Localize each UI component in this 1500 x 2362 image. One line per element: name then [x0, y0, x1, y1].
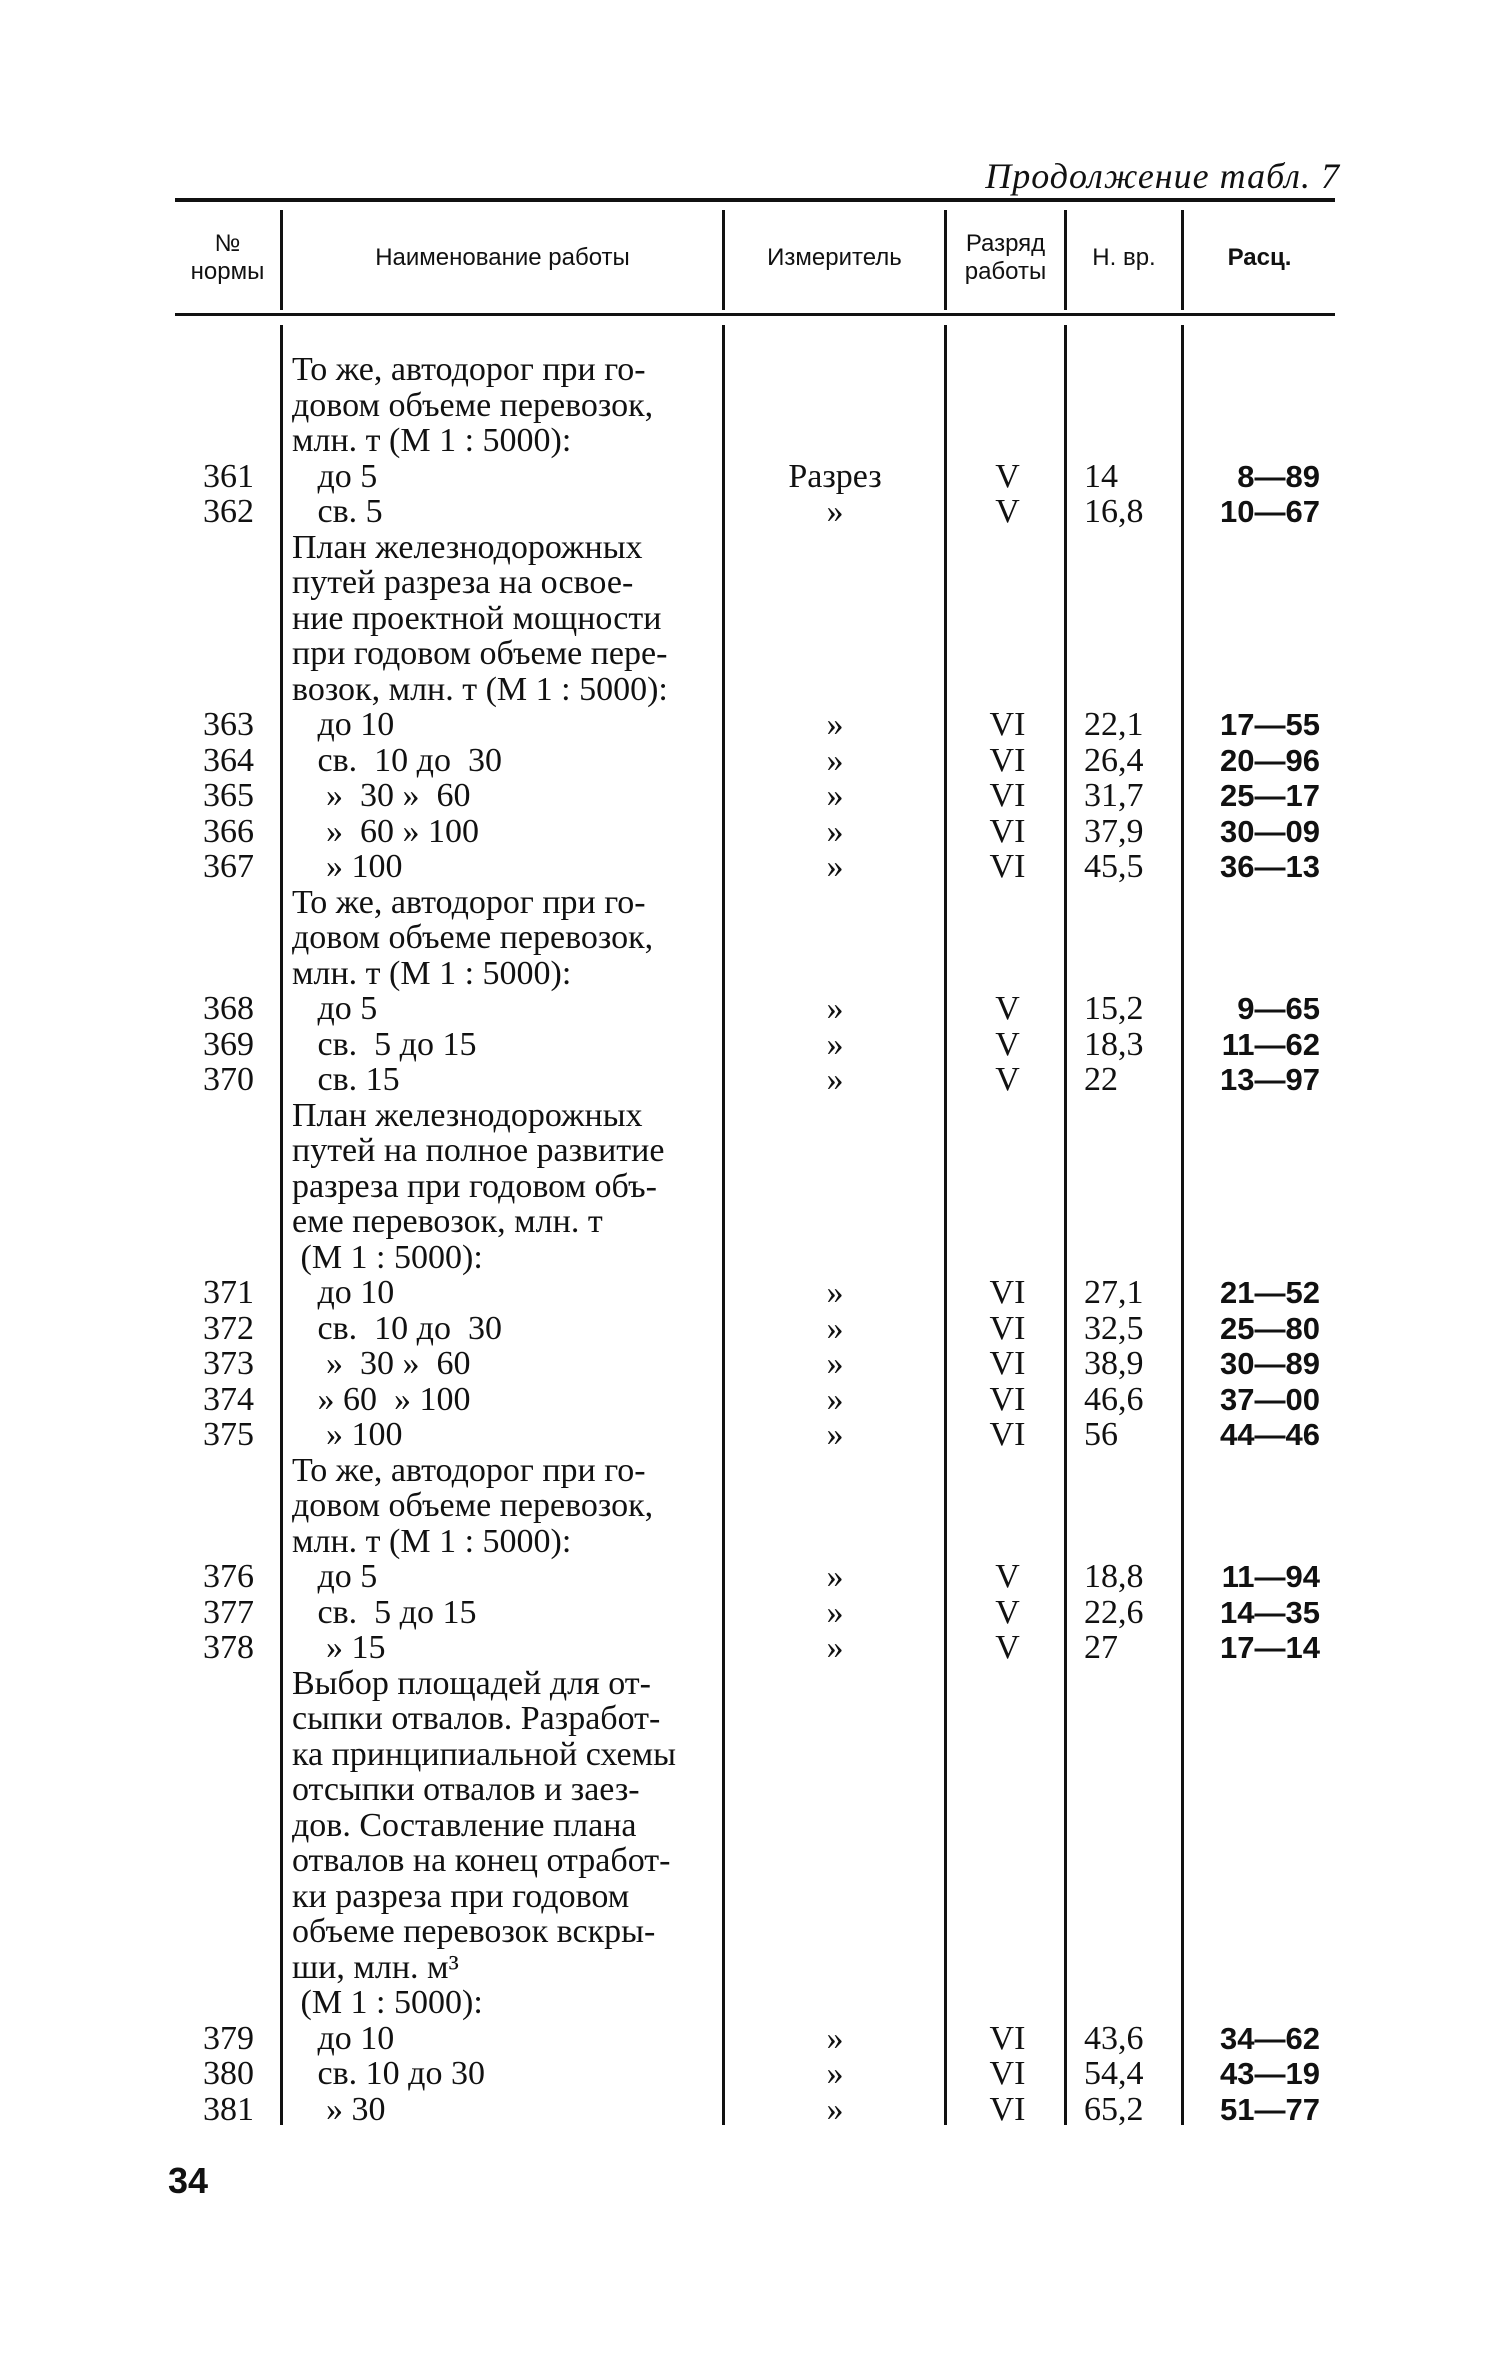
work-name: То же, автодорог при го-: [292, 1451, 646, 1489]
table-row: [0, 423, 1500, 459]
work-name: еме перевозок, млн. т: [292, 1203, 603, 1240]
rate-value: 25—80: [1220, 1310, 1320, 1346]
work-name: св. 5 до 15: [292, 1025, 477, 1063]
unit-measure: Разрез: [788, 457, 882, 495]
table-row: [0, 1453, 1500, 1489]
work-grade: V: [995, 493, 1020, 530]
norm-number: 371: [203, 1274, 254, 1311]
norm-number: 366: [203, 812, 254, 850]
work-grade: V: [995, 457, 1020, 495]
rate-value: 44—46: [1220, 1417, 1320, 1452]
norm-number: 361: [203, 457, 254, 495]
time-norm: 45,5: [1084, 848, 1144, 885]
unit-measure: »: [826, 706, 844, 743]
norm-number: 363: [203, 706, 254, 743]
norm-number: 375: [203, 1416, 254, 1453]
table-row: [0, 1098, 1500, 1134]
unit-measure: »: [826, 1629, 844, 1666]
work-name: св. 5: [292, 493, 383, 530]
unit-measure: »: [826, 2019, 844, 2057]
table-row: [0, 459, 1500, 495]
rate-value: 17—14: [1220, 1630, 1320, 1665]
table-row: [0, 1240, 1500, 1276]
table-row: [0, 1595, 1500, 1631]
table-row: [0, 1559, 1500, 1595]
work-name: до 10: [292, 706, 395, 743]
table-row: [0, 1879, 1500, 1915]
unit-measure: »: [826, 493, 844, 530]
table-row: [0, 1914, 1500, 1950]
rate-value: 34—62: [1220, 2020, 1320, 2056]
table-row: [0, 1772, 1500, 1808]
time-norm: 16,8: [1084, 493, 1144, 530]
unit-measure: »: [826, 1345, 844, 1382]
table-row: [0, 1843, 1500, 1879]
work-grade: V: [995, 1061, 1020, 1098]
unit-measure: »: [826, 1274, 844, 1311]
work-name: св. 10 до 30: [292, 741, 502, 779]
norm-number: 364: [203, 741, 254, 779]
time-norm: 27,1: [1084, 1274, 1144, 1311]
header-rule: [175, 313, 1335, 316]
table-row: [0, 565, 1500, 601]
norm-number: 373: [203, 1345, 254, 1382]
work-name: св. 10 до 30: [292, 1309, 502, 1347]
rate-value: 25—17: [1220, 778, 1320, 813]
table-row: [0, 1985, 1500, 2021]
norm-number: 370: [203, 1061, 254, 1098]
unit-measure: »: [826, 1380, 844, 1418]
work-name: св. 5 до 15: [292, 1593, 477, 1631]
work-grade: VI: [989, 2055, 1026, 2092]
work-grade: VI: [989, 1380, 1026, 1418]
table-row: [0, 1204, 1500, 1240]
table-row: [0, 1488, 1500, 1524]
rate-value: 17—55: [1220, 707, 1320, 742]
work-grade: V: [995, 1593, 1020, 1631]
rate-value: 11—62: [1221, 1026, 1320, 1062]
table-row: [0, 707, 1500, 743]
time-norm: 15,2: [1084, 990, 1144, 1027]
norm-number: 377: [203, 1593, 254, 1631]
time-norm: 56: [1084, 1416, 1118, 1453]
page-number: 34: [168, 2160, 209, 2201]
time-norm: 18,3: [1084, 1025, 1144, 1063]
table-row: [0, 1630, 1500, 1666]
work-name: млн. т (М 1 : 5000):: [292, 954, 572, 992]
unit-measure: »: [826, 1558, 844, 1595]
rate-value: 9—65: [1237, 991, 1320, 1026]
time-norm: 38,9: [1084, 1345, 1144, 1382]
work-name: до 5: [292, 457, 378, 495]
norm-number: 376: [203, 1558, 254, 1595]
work-grade: VI: [989, 812, 1026, 850]
unit-measure: »: [826, 777, 844, 814]
work-name: до 10: [292, 2019, 395, 2057]
unit-measure: »: [826, 812, 844, 850]
time-norm: 46,6: [1084, 1380, 1144, 1418]
table-row: [0, 814, 1500, 850]
table-row: [0, 849, 1500, 885]
work-name: довом объеме перевозок,: [292, 919, 654, 956]
work-name: отвалов на конец отработ-: [292, 1842, 671, 1879]
work-name: » 30 » 60: [292, 1345, 471, 1382]
table-row: [0, 1133, 1500, 1169]
work-name: (М 1 : 5000):: [292, 1238, 483, 1276]
work-name: ка принципиальной схемы: [292, 1735, 676, 1773]
work-grade: V: [995, 990, 1020, 1027]
unit-measure: »: [826, 1309, 844, 1347]
time-norm: 22,1: [1084, 706, 1144, 743]
rate-value: 13—97: [1220, 1062, 1320, 1097]
header-name: Наименование работы: [375, 243, 630, 271]
table-row: [0, 1311, 1500, 1347]
work-name: разреза при годовом объ-: [292, 1167, 657, 1205]
table-row: [0, 2056, 1500, 2092]
work-name: до 5: [292, 990, 378, 1027]
time-norm: 32,5: [1084, 1309, 1144, 1347]
work-name: довом объеме перевозок,: [292, 386, 654, 424]
rate-value: 43—19: [1220, 2056, 1320, 2091]
work-grade: VI: [989, 1309, 1026, 1347]
norm-number: 372: [203, 1309, 254, 1347]
norm-number: 380: [203, 2055, 254, 2092]
rate-value: 30—09: [1220, 813, 1320, 849]
table-row: [0, 1169, 1500, 1205]
work-name: при годовом объеме пере-: [292, 635, 668, 672]
norm-number: 365: [203, 777, 254, 814]
work-name: То же, автодорог при го-: [292, 351, 646, 388]
table-row: [0, 991, 1500, 1027]
time-norm: 26,4: [1084, 741, 1144, 779]
time-norm: 37,9: [1084, 812, 1144, 850]
work-name: То же, автодорог при го-: [292, 883, 646, 921]
table-row: [0, 1666, 1500, 1702]
norm-number: 374: [203, 1380, 254, 1418]
work-name: довом объеме перевозок,: [292, 1487, 654, 1524]
work-name: до 5: [292, 1558, 378, 1595]
table-row: [0, 672, 1500, 708]
unit-measure: »: [826, 2055, 844, 2092]
work-name: (М 1 : 5000):: [292, 1984, 483, 2021]
work-grade: VI: [989, 706, 1026, 743]
work-name: дов. Составление плана: [292, 1806, 637, 1844]
table-row: [0, 778, 1500, 814]
unit-measure: »: [826, 741, 844, 779]
norm-number: 367: [203, 848, 254, 885]
table-row: [0, 2092, 1500, 2128]
unit-measure: »: [826, 1025, 844, 1063]
rate-value: 20—96: [1220, 742, 1320, 778]
work-grade: VI: [989, 2090, 1026, 2128]
work-name: ши, млн. м³: [292, 1948, 459, 1986]
time-norm: 22: [1084, 1061, 1118, 1098]
work-name: ки разреза при годовом: [292, 1877, 630, 1915]
norm-number: 378: [203, 1629, 254, 1666]
rate-value: 51—77: [1220, 2091, 1320, 2127]
work-name: сыпки отвалов. Разработ-: [292, 1700, 661, 1737]
work-name: » 30 » 60: [292, 777, 471, 814]
table-row: [0, 1808, 1500, 1844]
time-norm: 18,8: [1084, 1558, 1144, 1595]
work-name: возок, млн. т (М 1 : 5000):: [292, 670, 668, 708]
work-grade: VI: [989, 1416, 1026, 1453]
unit-measure: »: [826, 2090, 844, 2128]
work-grade: VI: [989, 777, 1026, 814]
header-grade: Разряд работы: [964, 229, 1047, 285]
rate-value: 21—52: [1220, 1275, 1320, 1310]
norm-number: 368: [203, 990, 254, 1027]
unit-measure: »: [826, 1593, 844, 1631]
work-name: св. 15: [292, 1061, 400, 1098]
work-name: млн. т (М 1 : 5000):: [292, 422, 572, 459]
table-row: [0, 1701, 1500, 1737]
time-norm: 27: [1084, 1629, 1118, 1666]
table-row: [0, 601, 1500, 637]
table-row: [0, 885, 1500, 921]
work-name: объеме перевозок вскры-: [292, 1913, 656, 1950]
rate-value: 10—67: [1220, 494, 1320, 529]
work-grade: V: [995, 1629, 1020, 1666]
table-row: [0, 1275, 1500, 1311]
table-row: [0, 1737, 1500, 1773]
time-norm: 31,7: [1084, 777, 1144, 814]
work-grade: VI: [989, 848, 1026, 885]
work-grade: VI: [989, 741, 1026, 779]
work-name: » 100: [292, 1416, 403, 1453]
table-row: [0, 352, 1500, 388]
work-grade: VI: [989, 1345, 1026, 1382]
work-grade: V: [995, 1025, 1020, 1063]
table-row: [0, 956, 1500, 992]
work-grade: V: [995, 1558, 1020, 1595]
work-name: » 100: [292, 848, 403, 885]
work-name: Выбор площадей для от-: [292, 1664, 651, 1702]
work-grade: VI: [989, 1274, 1026, 1311]
table-row: [0, 494, 1500, 530]
unit-measure: »: [826, 1416, 844, 1453]
rate-value: 37—00: [1220, 1381, 1320, 1417]
table-row: [0, 530, 1500, 566]
work-name: млн. т (М 1 : 5000):: [292, 1522, 572, 1560]
header-norm: Н. вр.: [1092, 243, 1156, 271]
work-name: » 15: [292, 1629, 386, 1666]
work-name: План железнодорожных: [292, 528, 643, 566]
work-name: ние проектной мощности: [292, 599, 662, 637]
work-name: » 60 » 100: [292, 1380, 471, 1418]
table-row: [0, 636, 1500, 672]
work-name: » 60 » 100: [292, 812, 479, 850]
unit-measure: »: [826, 990, 844, 1027]
time-norm: 65,2: [1084, 2090, 1144, 2128]
rate-value: 14—35: [1220, 1594, 1320, 1630]
work-name: путей разреза на освое-: [292, 564, 634, 601]
table-row: [0, 920, 1500, 956]
work-name: отсыпки отвалов и заез-: [292, 1771, 640, 1808]
time-norm: 22,6: [1084, 1593, 1144, 1631]
header-rate: Расц.: [1227, 243, 1292, 271]
norm-number: 381: [203, 2090, 254, 2128]
table-caption: Продолжение табл. 7: [985, 156, 1340, 196]
norm-number: 369: [203, 1025, 254, 1063]
header-num: № нормы: [190, 229, 265, 285]
rate-value: 36—13: [1220, 849, 1320, 884]
work-name: » 30: [292, 2090, 386, 2128]
table-row: [0, 1950, 1500, 1986]
work-grade: VI: [989, 2019, 1026, 2057]
rate-value: 8—89: [1237, 458, 1320, 494]
table-row: [0, 1417, 1500, 1453]
table-row: [0, 388, 1500, 424]
work-name: до 10: [292, 1274, 395, 1311]
work-name: путей на полное развитие: [292, 1132, 665, 1169]
time-norm: 14: [1084, 457, 1118, 495]
table-row: [0, 1062, 1500, 1098]
work-name: св. 10 до 30: [292, 2055, 485, 2092]
rate-value: 30—89: [1220, 1346, 1320, 1381]
rate-value: 11—94: [1221, 1559, 1320, 1594]
table-row: [0, 743, 1500, 779]
table-row: [0, 1346, 1500, 1382]
header-unit: Измеритель: [767, 243, 902, 271]
table-row: [0, 1027, 1500, 1063]
norm-number: 362: [203, 493, 254, 530]
table-row: [0, 1382, 1500, 1418]
unit-measure: »: [826, 1061, 844, 1098]
table-row: [0, 2021, 1500, 2057]
table-row: [0, 1524, 1500, 1560]
time-norm: 43,6: [1084, 2019, 1144, 2057]
unit-measure: »: [826, 848, 844, 885]
norm-number: 379: [203, 2019, 254, 2057]
work-name: План железнодорожных: [292, 1096, 643, 1134]
time-norm: 54,4: [1084, 2055, 1144, 2092]
